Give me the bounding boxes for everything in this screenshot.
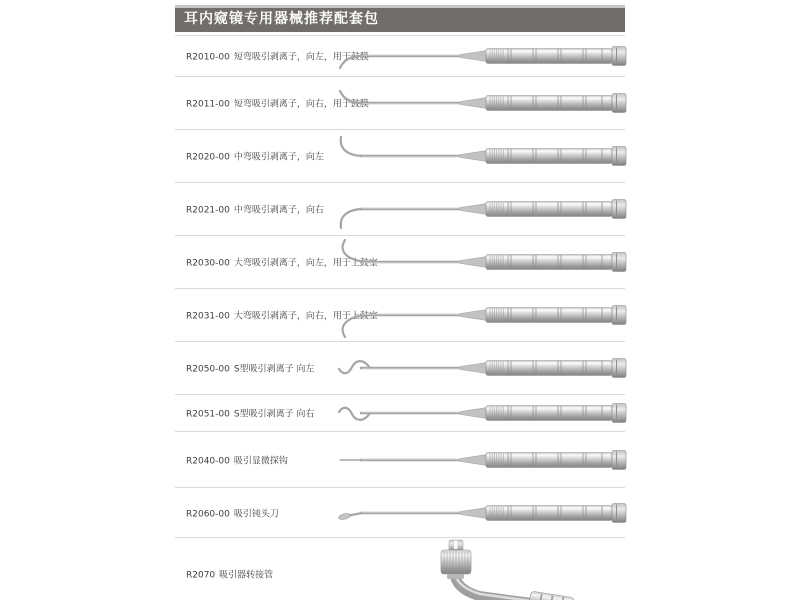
product-description: S型吸引剥离子 向右 [233, 409, 315, 420]
product-description: 中弯吸引剥离子，向右 [233, 205, 324, 216]
page-title-bar [175, 5, 625, 32]
product-model: R2030-00 [186, 258, 230, 269]
product-label [186, 203, 324, 216]
product-model: R2011-00 [186, 99, 230, 110]
product-model: R2070 [186, 570, 216, 580]
product-description: 大弯吸引剥离子，向右，用于上鼓室 [233, 311, 378, 322]
product-row [175, 395, 625, 432]
product-model: R2010-00 [186, 52, 230, 63]
product-description: 中弯吸引剥离子，向左 [233, 152, 324, 163]
instrument-blunt-head-knife [336, 490, 629, 536]
product-row [175, 488, 625, 538]
product-label [186, 362, 314, 375]
instrument-large-curve-left [336, 239, 629, 285]
instrument-micro-probe-hook [336, 437, 629, 483]
product-model: R2031-00 [186, 311, 230, 322]
instrument-large-curve-right [336, 292, 629, 338]
instrument-s-curve-left [336, 345, 629, 391]
product-description: 短弯吸引剥离子，向右，用于鼓膜 [233, 99, 369, 110]
product-row [175, 183, 625, 236]
product-row [175, 236, 625, 289]
product-label [186, 453, 288, 466]
product-row [175, 130, 625, 183]
product-description: S型吸引剥离子 向左 [233, 364, 315, 375]
product-description: 吸引显微探钩 [233, 456, 288, 466]
product-model: R2021-00 [186, 205, 230, 216]
instrument-short-curve-left [336, 33, 629, 79]
product-row [175, 36, 625, 77]
instrument-medium-curve-left [336, 133, 629, 179]
suction-adapter-tube [397, 539, 587, 600]
instrument-medium-curve-right [336, 186, 629, 232]
page-title: 耳内窥镜专用器械推荐配套包 [184, 11, 379, 27]
instrument-s-curve-right [336, 390, 629, 436]
product-label [186, 150, 324, 163]
product-description: 大弯吸引剥离子，向左，用于上鼓室 [233, 258, 378, 269]
instrument-short-curve-right [336, 80, 629, 126]
product-description: 吸引器转接管 [219, 570, 274, 580]
product-label [186, 506, 279, 519]
product-model: R2051-00 [186, 409, 230, 420]
product-description: 短弯吸引剥离子，向左，用于鼓膜 [233, 52, 369, 63]
product-row [175, 432, 625, 488]
product-label [186, 567, 273, 580]
product-description: 吸引钝头刀 [233, 509, 279, 519]
product-model: R2060-00 [186, 509, 230, 519]
product-model: R2050-00 [186, 364, 230, 375]
product-row [175, 342, 625, 395]
product-label [186, 407, 314, 420]
product-model: R2040-00 [186, 456, 230, 466]
product-row [175, 538, 625, 600]
product-row [175, 77, 625, 130]
product-model: R2020-00 [186, 152, 230, 163]
product-row [175, 289, 625, 342]
product-list [175, 35, 625, 600]
